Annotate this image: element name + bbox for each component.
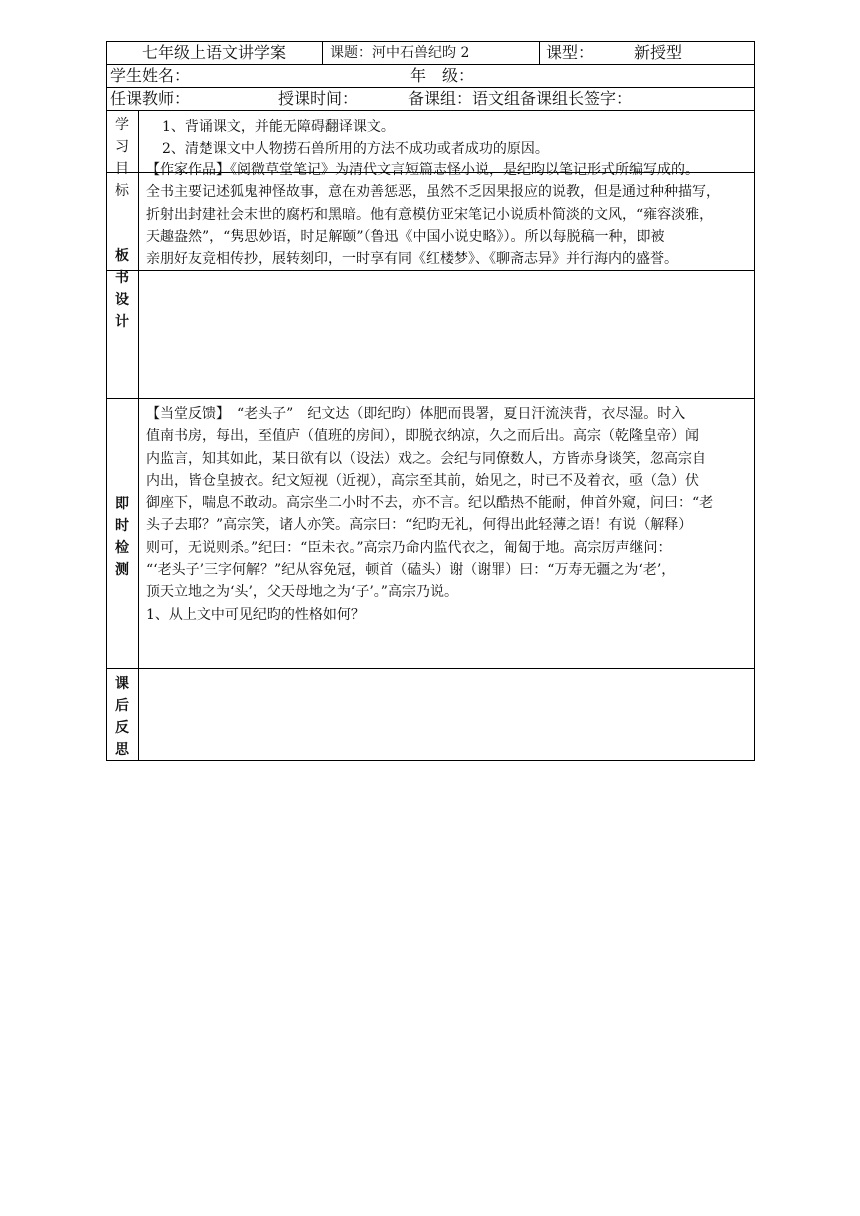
rule — [138, 110, 139, 761]
quiz-label-char: 测 — [115, 562, 129, 578]
goals-label-char: 标 — [115, 183, 129, 199]
reflection-label-char: 思 — [115, 742, 129, 758]
author-paragraph — [146, 159, 752, 270]
quiz-line: “‘老头子’三字何解？”纪从容免冠，顿首（磕头）谢（谢罪）曰：“万寿无疆之为‘老’， — [146, 562, 676, 579]
reflection-label-char: 课 — [115, 676, 129, 692]
author-line: 亲朋好友竞相传抄，展转刻印，一时享有同《红楼梦》、《聊斋志异》并行海内的盛誉。 — [146, 251, 678, 268]
reflection-label-char: 后 — [115, 698, 129, 714]
reflection-label — [106, 673, 138, 761]
board-label-char: 书 — [115, 270, 129, 286]
rule — [539, 41, 540, 65]
goals-label-char: 学 — [115, 117, 129, 133]
quiz-label-char: 即 — [115, 496, 129, 512]
rule — [322, 41, 323, 65]
quiz-label-char: 检 — [115, 540, 129, 556]
prep-group-field: 备课组：语文组备课组长签字： — [408, 89, 633, 108]
quiz-line: 顶天立地之为‘头’，父天母地之为‘子’。”高宗乃说。 — [146, 584, 458, 601]
goal-item: 2、清楚课文中人物捞石兽所用的方法不成功或者成功的原因。 — [162, 141, 549, 158]
quiz-line: 则可，无说则杀。”纪曰：“臣未衣。”高宗乃命内监代衣之，匍匐于地。高宗厉声继问： — [146, 539, 672, 556]
goals-label-char: 习 — [115, 139, 129, 155]
rule — [106, 110, 755, 111]
quiz-line: 御座下，喘息不敢动。高宗坐二小时不去，亦不言。纪以酷热不能耐，伸首外窥，问曰：“老 — [146, 495, 714, 512]
lesson-type-label: 课型： — [546, 43, 595, 62]
author-line: 全书主要记述狐鬼神怪故事，意在劝善惩恶，虽然不乏因果报应的说教，但是通过种种描写， — [146, 184, 720, 201]
quiz-passage — [146, 403, 752, 626]
quiz-line: 头子去耶？”高宗笑，诸人亦笑。高宗曰：“纪昀无礼，何得出此轻薄之语！有说（解释） — [146, 517, 693, 534]
quiz-line: 值南书房，每出，至值庐（值班的房间），即脱衣纳凉，久之而后出。高宗（乾隆皇帝）闻 — [146, 428, 699, 445]
quiz-question: 1、从上文中可见纪昀的性格如何？ — [146, 606, 365, 623]
board-label-char: 板 — [115, 248, 129, 264]
board-label-char: 设 — [115, 292, 129, 308]
page-title: 七年级上语文讲学案 — [142, 43, 287, 62]
author-line: 【作家作品】《阅微草堂笔记》为清代文言短篇志怪小说，是纪昀以笔记形式所编写成的。 — [146, 162, 699, 178]
grade-field: 年 级： — [410, 66, 475, 85]
lesson-topic: 课题：河中石兽纪昀 2 — [330, 45, 470, 61]
author-line: 折射出封建社会末世的腐朽和黑暗。他有意模仿亚宋笔记小说质朴简淡的文风，“雍容淡雅， — [146, 206, 714, 223]
board-label — [106, 245, 138, 333]
goals-label-char: 目 — [115, 161, 129, 177]
board-label-char: 计 — [115, 314, 129, 330]
goals-list — [162, 116, 768, 161]
author-line: 天趣盎然”，“隽思妙语，时足解颐”（鲁迅《中国小说史略》）。所以每脱稿一种，即被 — [146, 228, 665, 245]
lesson-type-value: 新授型 — [634, 43, 683, 62]
class-time-field: 授课时间： — [278, 89, 359, 108]
quiz-label — [106, 493, 138, 581]
reflection-label-char: 反 — [115, 720, 129, 736]
rule — [106, 760, 755, 761]
rule — [106, 41, 755, 42]
rule — [106, 64, 755, 65]
quiz-line: 内出，皆仓皇披衣。纪文短视（近视），高宗至其前，始见之，时已不及着衣，亟（急）伏 — [146, 472, 699, 489]
goals-label — [106, 114, 138, 202]
teacher-field: 任课教师： — [110, 89, 191, 108]
rule — [106, 668, 755, 669]
rule — [106, 87, 755, 88]
quiz-line: 内监言，知其如此，某日欲有以（设法）戏之。会纪与同僚数人，方皆赤身谈笑，忽高宗自 — [146, 450, 706, 467]
quiz-line: 【当堂反馈】 “老头子” 纪文达（即纪昀）体肥而畏署，夏日汗流浃背，衣尽湿。时入 — [146, 406, 686, 422]
quiz-label-char: 时 — [115, 518, 129, 534]
rule — [106, 398, 755, 399]
student-name-field: 学生姓名： — [110, 66, 191, 85]
goal-item: 1、背诵课文，并能无障碍翻译课文。 — [162, 119, 395, 135]
